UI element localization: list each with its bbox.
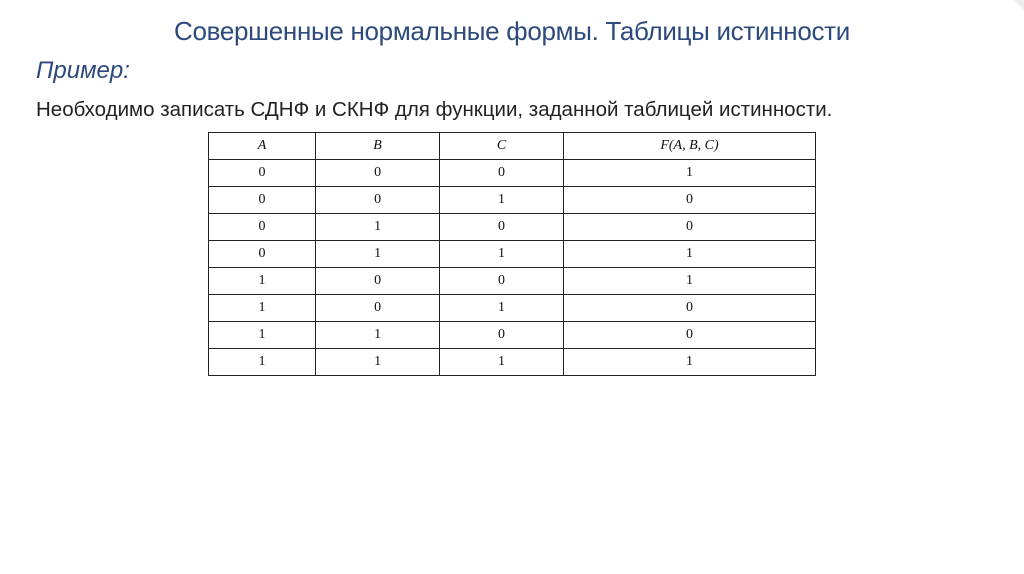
example-heading: Пример: [36, 57, 130, 84]
cell-a: 0 [209, 187, 316, 214]
cell-c: 0 [440, 322, 564, 349]
cell-c: 1 [440, 241, 564, 268]
task-text: Необходимо записать СДНФ и СКНФ для функции, заданной таблицей истинности. [36, 98, 833, 121]
cell-a: 0 [209, 214, 316, 241]
truth-table [208, 132, 816, 376]
table-row [209, 187, 816, 214]
cell-b: 1 [316, 349, 440, 376]
cell-a: 0 [209, 160, 316, 187]
table-row [209, 214, 816, 241]
cell-f: 1 [564, 349, 816, 376]
cell-b: 1 [316, 241, 440, 268]
cell-f: 0 [564, 295, 816, 322]
cell-a: 1 [209, 349, 316, 376]
cell-f: 1 [564, 241, 816, 268]
cell-f: 1 [564, 268, 816, 295]
cell-f: 0 [564, 214, 816, 241]
cell-b: 0 [316, 268, 440, 295]
slide-title: Совершенные нормальные формы. Таблицы истинности [173, 16, 851, 46]
slide-corner-decoration [1014, 0, 1024, 10]
cell-a: 1 [209, 295, 316, 322]
header-c: C [440, 133, 564, 160]
table-row [209, 241, 816, 268]
cell-b: 1 [316, 322, 440, 349]
cell-a: 0 [209, 241, 316, 268]
cell-b: 0 [316, 295, 440, 322]
cell-b: 1 [316, 214, 440, 241]
table-row [209, 160, 816, 187]
table-row [209, 349, 816, 376]
table-row [209, 295, 816, 322]
cell-a: 1 [209, 268, 316, 295]
table-header-row [209, 133, 816, 160]
cell-a: 1 [209, 322, 316, 349]
cell-b: 0 [316, 187, 440, 214]
table-row [209, 322, 816, 349]
cell-c: 1 [440, 349, 564, 376]
cell-f: 1 [564, 160, 816, 187]
cell-f: 0 [564, 187, 816, 214]
cell-f: 0 [564, 322, 816, 349]
cell-c: 0 [440, 214, 564, 241]
cell-c: 0 [440, 160, 564, 187]
header-a: A [209, 133, 316, 160]
cell-c: 0 [440, 268, 564, 295]
table-row [209, 268, 816, 295]
header-b: B [316, 133, 440, 160]
cell-b: 0 [316, 160, 440, 187]
cell-c: 1 [440, 295, 564, 322]
header-f: F(A, B, C) [564, 133, 816, 160]
cell-c: 1 [440, 187, 564, 214]
